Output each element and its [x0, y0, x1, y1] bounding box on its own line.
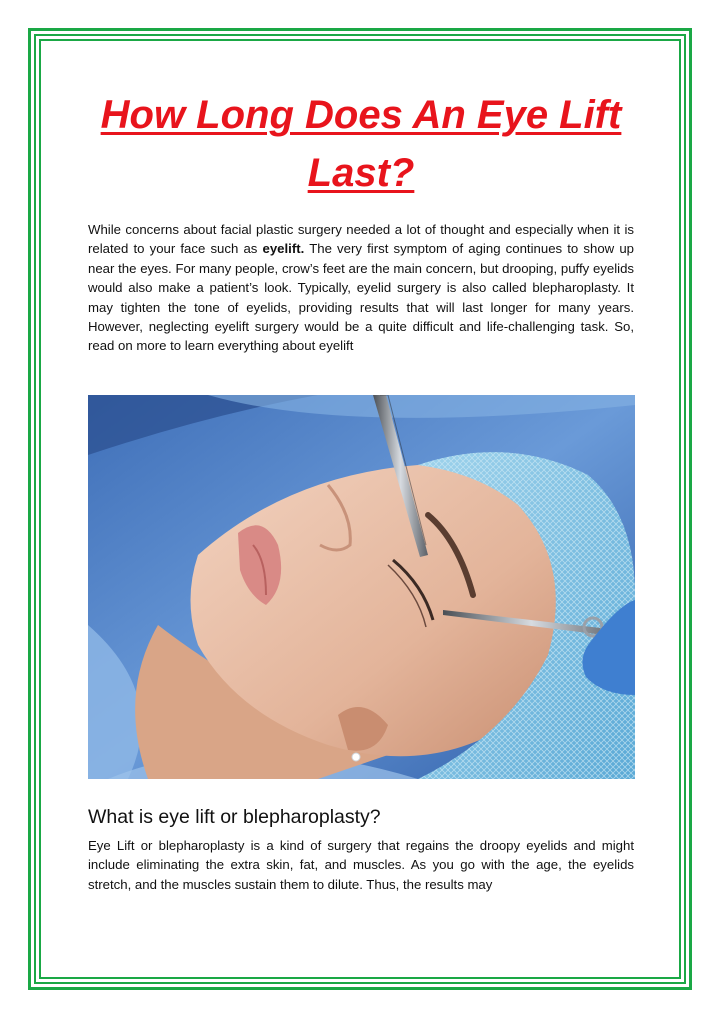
intro-paragraph	[88, 220, 634, 356]
intro-text-end: The very first symptom of aging continues to show up near the eyes. For many people, crow’s feet are the main concern, but drooping, puffy eyelids would also make a patient’s look. Typically, eyelid surgery is also called blepharoplasty. It may tighten the tone of eyelids, providing results that will last longer for many years. However, neglecting eyelift surgery would be a quite difficult and life-challenging task. So, read on more to learn everything about eyelift	[88, 241, 634, 354]
eyelid-surgery-photo	[88, 395, 635, 779]
section-paragraph: Eye Lift or blepharoplasty is a kind of surgery that regains the droopy eyelids and might include eliminating the extra skin, fat, and muscles. As you go with the age, the eyelids stretch, and the muscles sustain them to dilute. Thus, the results may	[88, 838, 634, 892]
section-heading: What is eye lift or blepharoplasty?	[88, 806, 381, 828]
page-title: How Long Does An Eye Lift Last?	[100, 93, 622, 195]
intro-text-start: While concerns about facial plastic surgery needed a lot of thought and especially when it is related to your face such as	[88, 222, 634, 257]
intro-bold-keyword: eyelift.	[262, 241, 305, 257]
